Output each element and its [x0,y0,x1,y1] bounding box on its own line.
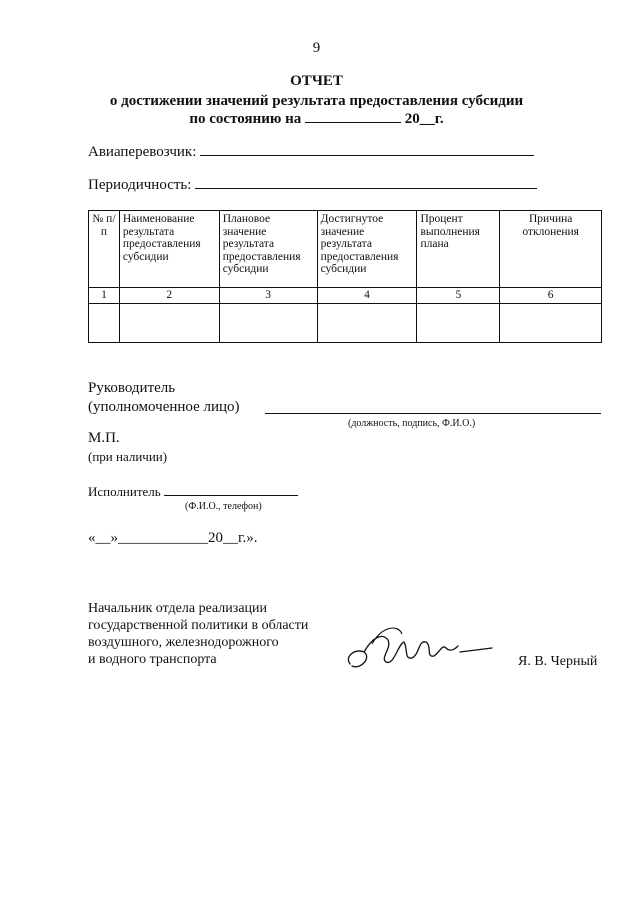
carrier-field [88,144,534,161]
document-subtitle: о достижении значений результата предоставления субсидии [109,93,524,109]
carrier-label: Авиаперевозчик: [88,144,197,160]
carrier-blank[interactable] [200,155,534,156]
header-cell-reason: Причина отклонения [500,211,602,288]
head-signature-caption: (должность, подпись, Ф.И.О.) [348,418,476,429]
header-cell-percent: Процент выполнения плана [417,211,500,288]
column-number: 6 [500,288,602,304]
table-cell[interactable] [119,303,219,342]
executor-blank[interactable] [164,495,298,496]
approver-position-line2: государственной политики в области [88,618,309,633]
table-cell[interactable] [89,303,120,342]
table-header-row [89,211,602,288]
table-cell[interactable] [317,303,417,342]
table-cell[interactable] [500,303,602,342]
table-cell[interactable] [219,303,317,342]
page-number: 9 [312,40,321,56]
column-number: 1 [89,288,120,304]
table-column-number-row [89,288,602,304]
date-line: «__»____________20__г.». [88,530,258,546]
report-date-suffix: 20__г. [404,111,444,127]
header-cell-number: № п/п [89,211,120,288]
executor-caption: (Ф.И.О., телефон) [185,501,262,512]
header-cell-result-name: Наименование результата предоставления субсидии [119,211,219,288]
executor-label: Исполнитель [88,484,161,499]
handwritten-signature [342,618,502,678]
report-date-blank[interactable] [305,122,401,123]
header-cell-achieved-value: Достигнутое значение результата предоставления субсидии [317,211,417,288]
head-signature-blank[interactable] [265,398,601,414]
approver-name: Я. В. Черный [518,654,598,669]
stamp-note: (при наличии) [88,449,168,464]
periodicity-blank[interactable] [195,188,537,189]
report-date-line [0,111,633,128]
column-number: 4 [317,288,417,304]
approver-position-line4: и водного транспорта [88,652,217,667]
header-cell-planned-value: Плановое значение результата предоставления субсидии [219,211,317,288]
head-title: Руководитель [88,380,176,396]
periodicity-field [88,177,537,194]
report-date-prefix: по состоянию на [189,111,302,127]
periodicity-label: Периодичность: [88,177,192,193]
results-table [88,210,602,343]
approver-position-line1: Начальник отдела реализации [88,601,268,616]
approver-position-line3: воздушного, железнодорожного [88,635,279,650]
column-number: 2 [119,288,219,304]
stamp-label: М.П. [88,430,120,446]
table-cell[interactable] [417,303,500,342]
column-number: 3 [219,288,317,304]
column-number: 5 [417,288,500,304]
head-subtitle: (уполномоченное лицо) [88,399,240,415]
table-row [89,303,602,342]
document-title: ОТЧЕТ [290,73,343,89]
executor-field [88,484,298,500]
